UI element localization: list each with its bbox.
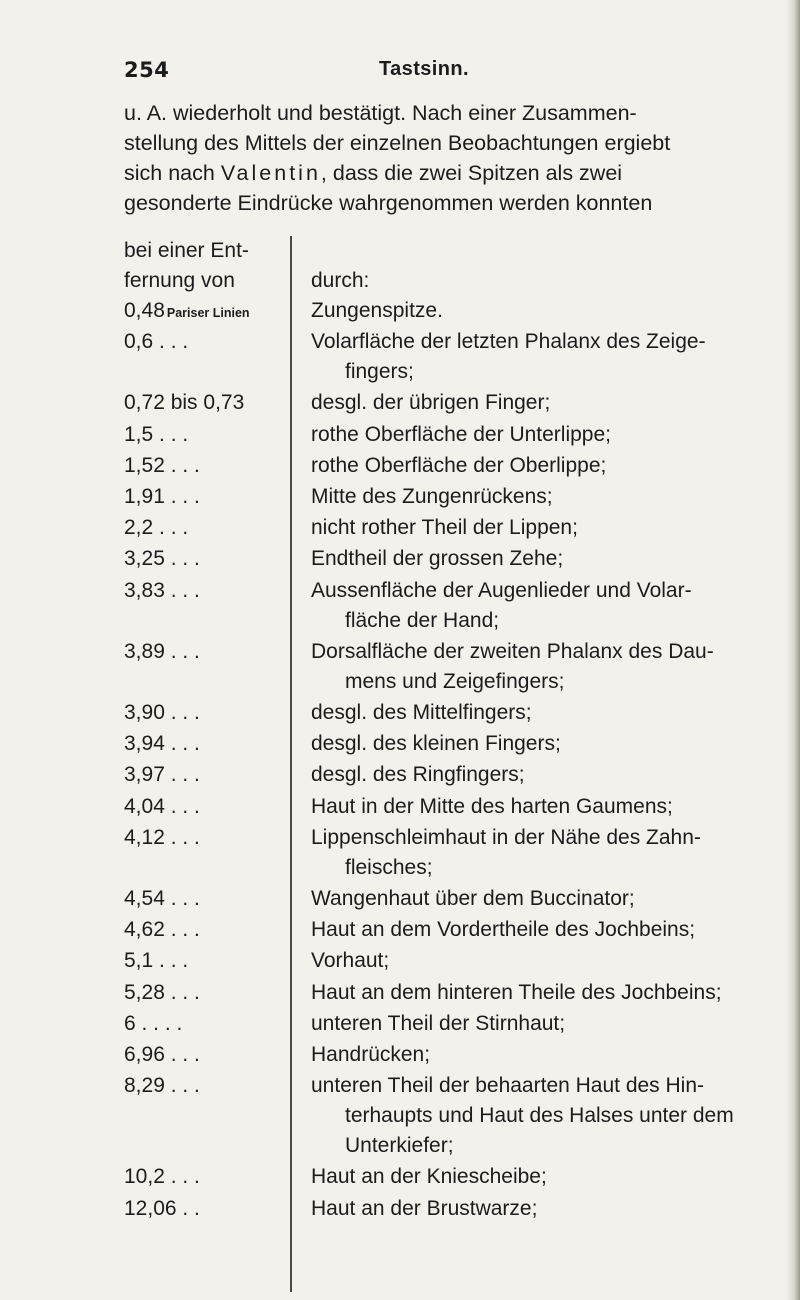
table-row <box>0 1040 800 1070</box>
description-line: Haut an dem hinteren Theile des Jochbeins; <box>311 980 722 1004</box>
region-description <box>311 946 761 976</box>
intro-line-4: gesonderte Eindrücke wahrgenommen werden konnten <box>124 191 653 215</box>
distance-value: 4,54 . . . <box>124 887 200 910</box>
description-line: desgl. der übrigen Finger; <box>311 391 551 415</box>
region-description <box>311 388 761 418</box>
description-line: Vorhaut; <box>311 949 390 973</box>
region-description <box>311 978 761 1008</box>
description-line: desgl. des Mittelfingers; <box>311 701 532 724</box>
region-description <box>311 729 761 759</box>
description-line: Handrücken; <box>311 1043 431 1066</box>
table-row <box>0 1071 800 1161</box>
distance-value: 0,72 bis 0,73 <box>124 391 245 415</box>
distance-value: 3,89 . . . <box>124 639 200 663</box>
table-row <box>0 637 800 697</box>
region-description <box>311 760 761 790</box>
table-row <box>0 884 800 914</box>
distance-value <box>124 296 289 328</box>
region-description <box>311 823 761 883</box>
description-line: unteren Theil der behaarten Haut des Hin- <box>311 1074 705 1098</box>
distance-value: 2,2 . . . <box>124 516 189 540</box>
region-description <box>311 637 761 697</box>
description-line: Haut an der Brustwarze; <box>311 1196 538 1220</box>
intro-paragraph <box>124 98 760 218</box>
description-line: desgl. des kleinen Fingers; <box>311 732 561 756</box>
table-row <box>0 915 800 945</box>
description-line: Aussenfläche der Augenlieder und Volar- <box>311 578 692 602</box>
description-line: Unterkiefer; <box>345 1134 454 1158</box>
distance-value: 3,25 . . . <box>124 547 200 571</box>
table-row <box>0 729 800 759</box>
distance-value: 4,12 . . . <box>124 825 200 849</box>
table-row <box>0 978 800 1008</box>
page-number: 254 <box>124 58 170 82</box>
distance-value: 1,91 . . . <box>124 485 200 508</box>
description-line: Haut an der Kniescheibe; <box>311 1165 547 1189</box>
distance-value: 4,62 . . . <box>124 918 200 942</box>
distance-value: 6,96 . . . <box>124 1043 200 1066</box>
table-row <box>0 1009 800 1039</box>
table-row <box>0 760 800 790</box>
distance-value: 1,5 . . . <box>124 422 189 446</box>
description-line: Zungenspitze. <box>311 299 443 322</box>
description-line: Wangenhaut über dem Buccinator; <box>311 887 635 910</box>
distance-value: 6 . . . . <box>124 1011 183 1035</box>
distance-value: 5,28 . . . <box>124 980 200 1004</box>
distance-value: 3,90 . . . <box>124 701 200 724</box>
distance-number: 0,48 <box>124 299 165 322</box>
table-row <box>0 946 800 976</box>
table-row <box>0 513 800 543</box>
region-description <box>311 884 761 914</box>
unit-label: Pariser Linien <box>166 306 250 320</box>
table-row <box>0 388 800 418</box>
table-row <box>0 792 800 822</box>
description-line: mens und Zeigefingers; <box>345 669 565 693</box>
region-description <box>311 576 761 636</box>
distance-value: 10,2 . . . <box>124 1165 200 1189</box>
description-line: Dorsalfläche der zweiten Phalanx des Dau- <box>311 639 714 663</box>
table-row <box>0 420 800 450</box>
distance-value: 8,29 . . . <box>124 1074 200 1098</box>
region-description <box>311 915 761 945</box>
left-column-header <box>124 236 289 296</box>
region-description <box>311 327 761 387</box>
region-description <box>311 1071 761 1161</box>
running-head <box>124 58 724 88</box>
intro-line-3-prefix: sich nach <box>124 161 221 185</box>
description-line: fingers; <box>345 360 414 384</box>
table-row <box>0 544 800 574</box>
table-row <box>0 296 800 326</box>
region-description <box>311 420 761 450</box>
region-description <box>311 1194 761 1224</box>
distance-value: 3,94 . . . <box>124 732 200 756</box>
description-line: Haut an dem Vordertheile des Jochbeins; <box>311 918 696 942</box>
intro-line-1: u. A. wiederholt und bestätigt. Nach einer Zusammen- <box>124 101 637 125</box>
intro-line-2: stellung des Mittels der einzelnen Beobachtungen ergiebt <box>124 131 671 155</box>
region-description <box>311 1162 761 1192</box>
table-row <box>0 576 800 636</box>
intro-line-3 <box>124 158 760 188</box>
description-line: Endtheil der grossen Zehe; <box>311 547 564 571</box>
table-row <box>0 1162 800 1192</box>
description-line: desgl. des Ringfingers; <box>311 763 525 787</box>
distance-value: 5,1 . . . <box>124 949 189 973</box>
region-description <box>311 1009 761 1039</box>
distance-value: 0,6 . . . <box>124 330 189 354</box>
description-line: rothe Oberfläche der Oberlippe; <box>311 453 607 477</box>
description-line: nicht rother Theil der Lippen; <box>311 516 578 540</box>
distance-value: 4,04 . . . <box>124 794 200 818</box>
region-description <box>311 698 761 728</box>
distance-value: 1,52 . . . <box>124 453 200 477</box>
description-line: terhaupts und Haut des Halses unter dem <box>345 1104 734 1128</box>
distance-value: 3,97 . . . <box>124 763 200 787</box>
description-line: fleisches; <box>345 855 433 879</box>
table-row <box>0 327 800 387</box>
region-description <box>311 1040 761 1070</box>
table-row <box>0 1194 800 1224</box>
author-name: Valentin <box>220 161 321 185</box>
region-description <box>311 792 761 822</box>
region-description <box>311 544 761 574</box>
description-line: rothe Oberfläche der Unterlippe; <box>311 422 611 446</box>
left-header-line-2: fernung von <box>124 269 235 292</box>
description-line: Volarfläche der letzten Phalanx des Zeige- <box>311 330 706 354</box>
description-line: fläche der Hand; <box>345 608 500 632</box>
description-line: Haut in der Mitte des harten Gaumens; <box>311 794 673 818</box>
region-description <box>311 296 761 326</box>
region-description <box>311 451 761 481</box>
table-row <box>0 823 800 883</box>
right-column-header: durch: <box>311 269 370 292</box>
distance-value: 12,06 . . <box>124 1196 200 1220</box>
left-header-line-1: bei einer Ent- <box>124 239 249 262</box>
intro-line-3-suffix: , dass die zwei Spitzen als zwei <box>320 161 623 185</box>
table-row <box>0 698 800 728</box>
description-line: Lippenschleimhaut in der Nähe des Zahn- <box>311 825 701 849</box>
table-row <box>0 451 800 481</box>
description-line: Mitte des Zungenrückens; <box>311 485 553 508</box>
region-description <box>311 482 761 512</box>
table-row <box>0 482 800 512</box>
description-line: unteren Theil der Stirnhaut; <box>311 1011 566 1035</box>
distance-value: 3,83 . . . <box>124 578 200 602</box>
region-description <box>311 513 761 543</box>
running-title: Tastsinn. <box>379 58 469 80</box>
